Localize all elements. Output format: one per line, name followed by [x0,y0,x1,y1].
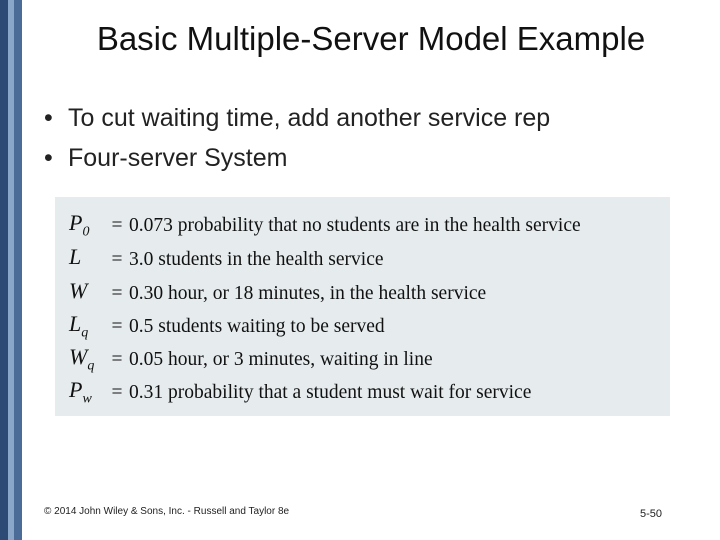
bullet-text: To cut waiting time, add another service rep [68,104,551,132]
equation-text: 0.31 probability that a student must wait for service [129,381,532,403]
bullet-dot: • [44,144,53,172]
bullet-dot: • [44,104,53,132]
equals-sign: = [111,214,123,236]
equals-sign: = [111,348,123,370]
equation-text: 0.30 hour, or 18 minutes, in the health service [129,282,487,304]
equals-sign: = [111,248,123,270]
equation-symbol: W [69,278,88,304]
bullet-list [44,98,550,178]
equals-sign: = [111,381,123,403]
equation-row-wq [69,343,433,376]
slide-title: Basic Multiple-Server Model Example [96,20,646,57]
equation-row-pw [69,376,531,409]
equation-text: 3.0 students in the health service [129,248,384,270]
equation-symbol: $P_0$ [69,210,90,240]
equation-row-l [69,243,384,276]
left-bar-stripe-mid [14,0,22,540]
left-bar-stripe-dark [0,0,8,540]
bullet-text: Four-server System [68,144,288,172]
equation-text: 0.073 probability that no students are in the health service [129,214,581,236]
equation-symbol: $L_q$ [69,311,89,341]
equation-text: 0.05 hour, or 3 minutes, waiting in line [129,348,433,370]
equals-sign: = [111,282,123,304]
bullet-item [44,98,550,138]
equation-symbol: L [69,244,82,270]
equation-symbol: $P_w$ [69,377,92,407]
equation-symbol: $W_q$ [69,344,95,374]
bullet-item [44,138,550,178]
equation-row-w [69,277,486,310]
equation-row-lq [69,310,385,343]
equation-text: 0.5 students waiting to be served [129,315,385,337]
page-number: 5-50 [640,508,663,520]
equals-sign: = [111,315,123,337]
results-equation-box [55,197,670,416]
copyright-footer: © 2014 John Wiley & Sons, Inc. - Russell and Taylor 8e [44,506,290,517]
left-decorative-bar [0,0,22,540]
equation-row-p0 [69,209,581,242]
